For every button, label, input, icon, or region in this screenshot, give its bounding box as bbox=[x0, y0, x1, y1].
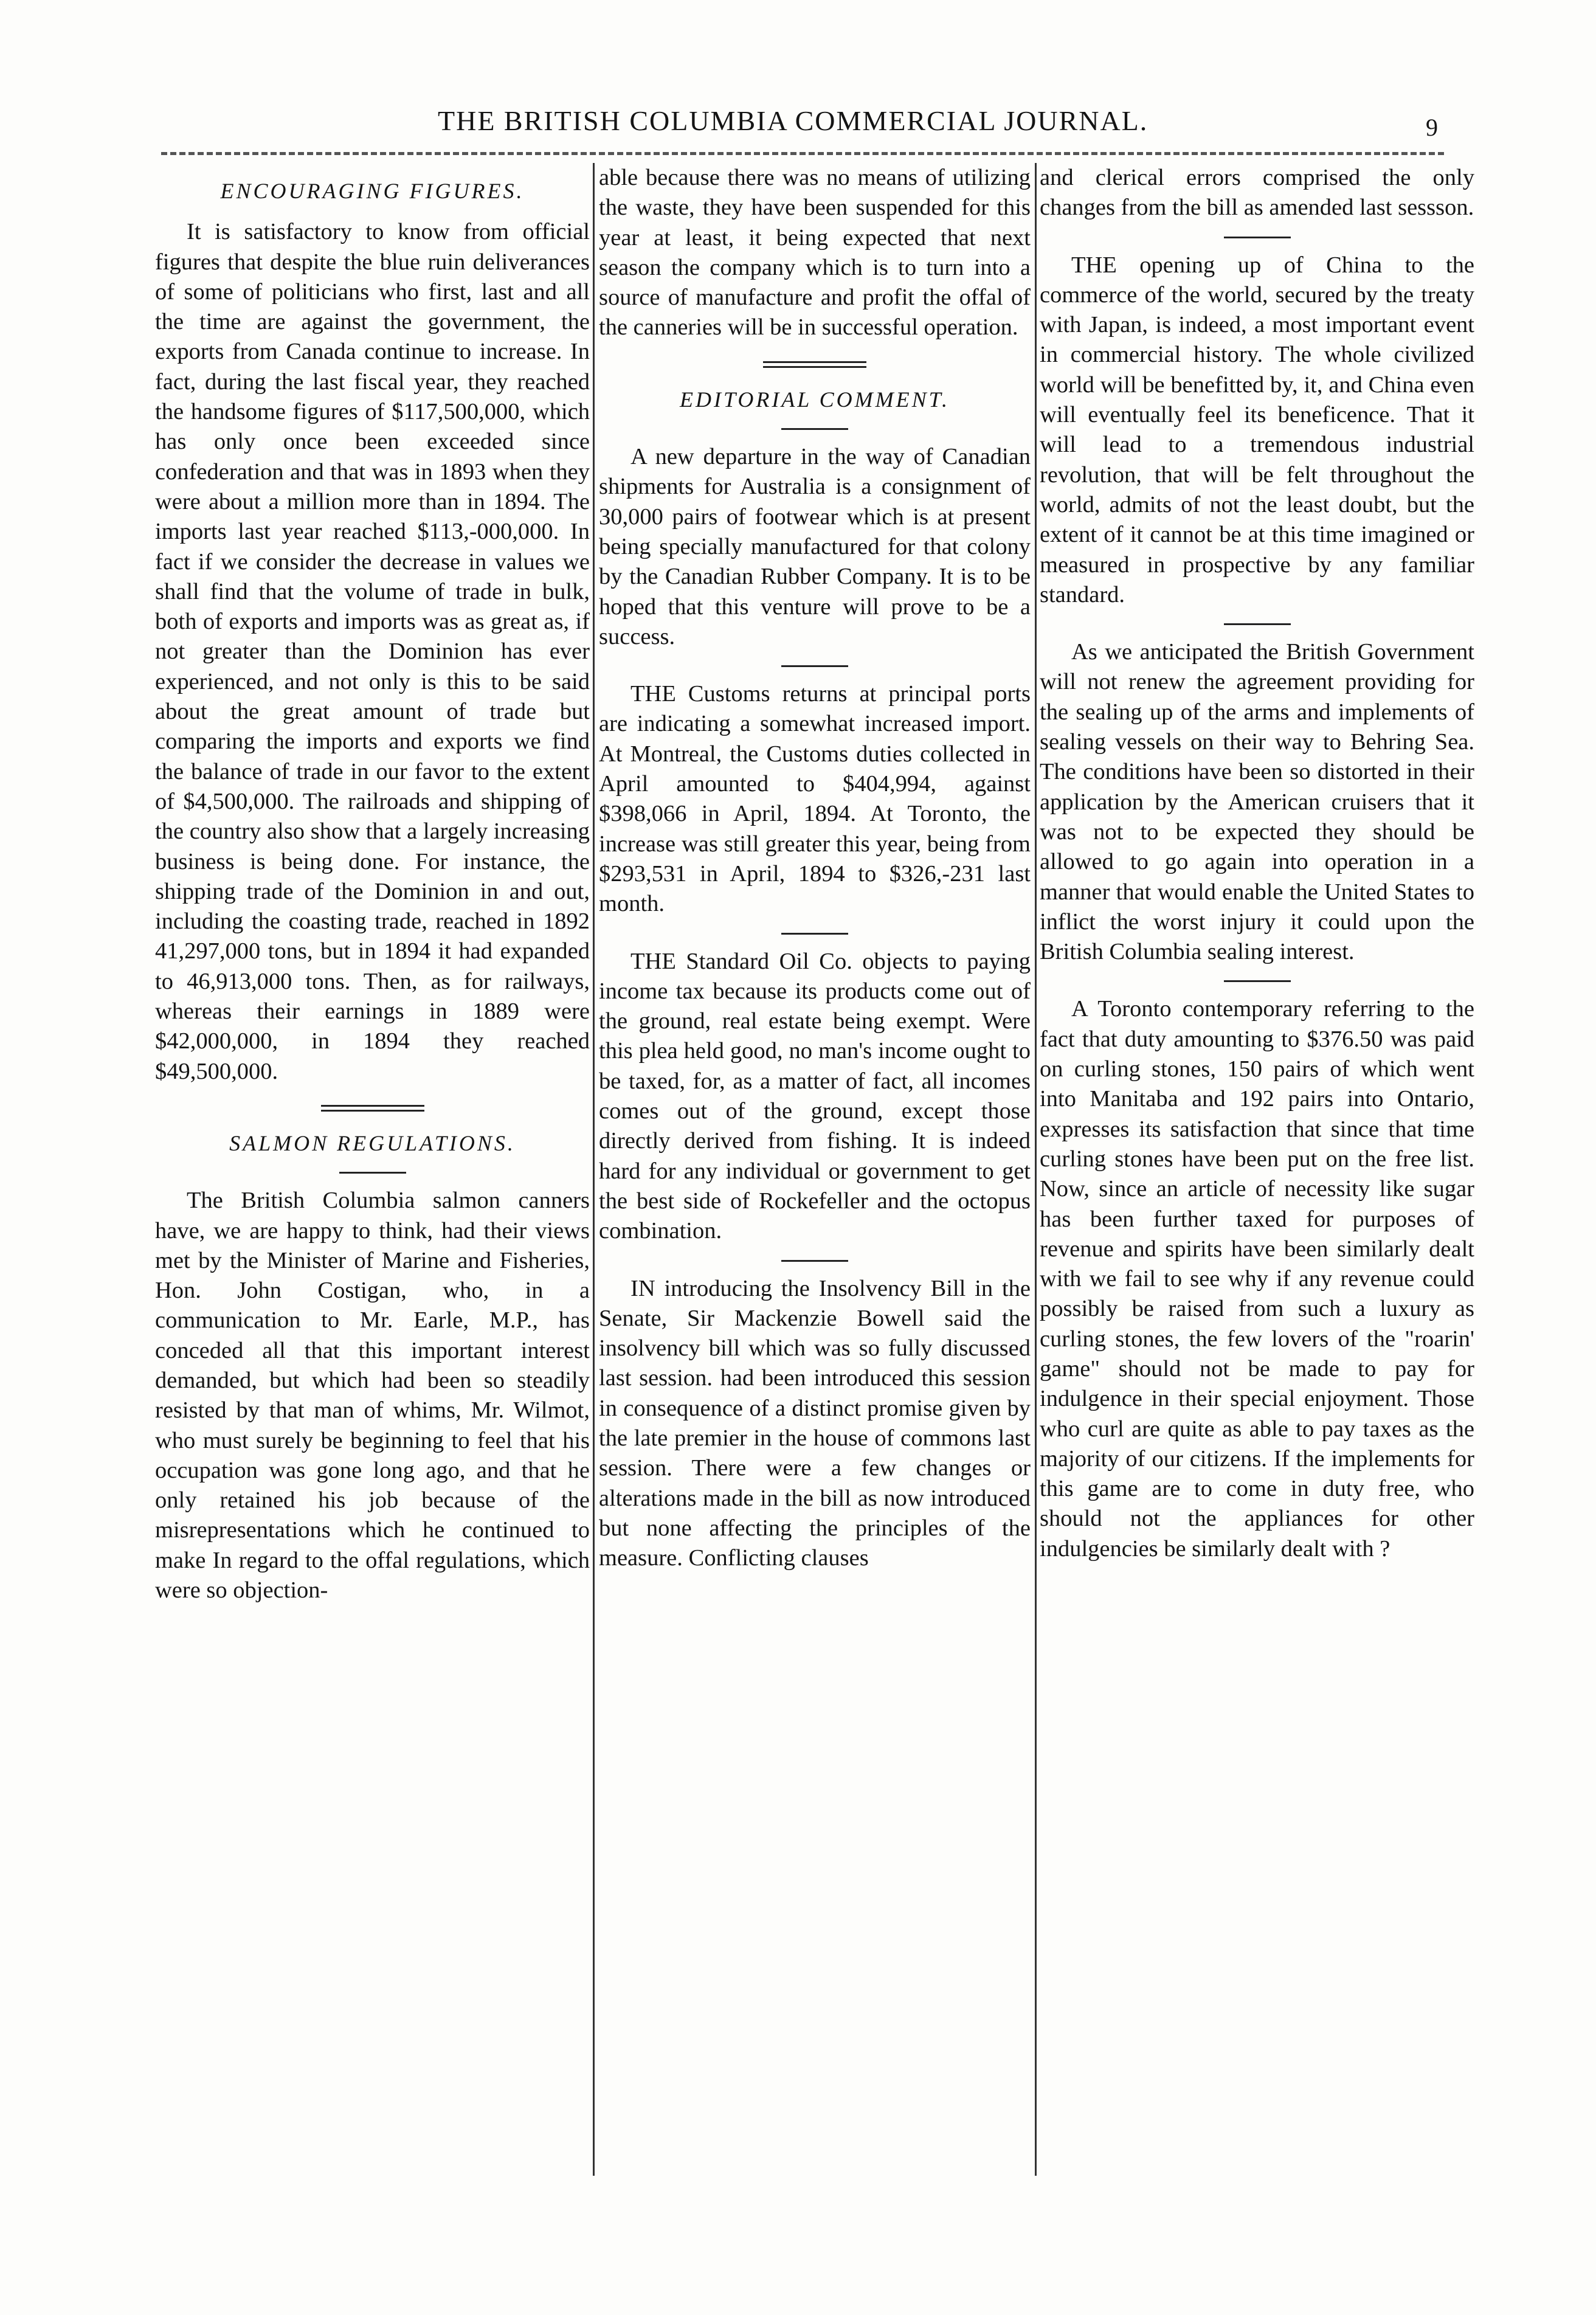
column-2 bbox=[599, 163, 1031, 1573]
section-heading: ENCOURAGING FIGURES. bbox=[220, 179, 525, 203]
article-paragraph: THE opening up of China to the commerce of the world, secured by the treaty with Japan, is indeed, a most important event in commercial history. The whole civilized world will be benefitted by, it, and China even will eventually feel its beneficence. That it will lead to a tremendous industrial revolution, that will be felt throughout the world, admits of not the least doubt, but the extent of it cannot be at this time imagined or measured in prospective by any familiar standard. bbox=[1040, 252, 1474, 607]
item-divider bbox=[781, 665, 848, 667]
article-paragraph: THE Customs returns at principal ports are indicating a somewhat increased import. At Montreal, the Customs duties collected in April amounted to $404,994, against $398,066 in April, 1894. At Toronto, the increase was still greater this year, being from $293,531 in April, 1894 to $326,-231 last month. bbox=[599, 681, 1031, 917]
page-number: 9 bbox=[1426, 114, 1438, 141]
section-divider bbox=[763, 361, 866, 368]
item-divider bbox=[781, 933, 848, 935]
column-divider bbox=[1035, 163, 1037, 2176]
section-divider bbox=[321, 1105, 424, 1112]
item-divider bbox=[1224, 623, 1291, 625]
article-paragraph: A Toronto contemporary referring to the fact that duty amounting to $376.50 was paid on curling stones, 150 pairs of which went into Manitaba and 192 pairs into Ontario, expresses its satisfaction that since that time curling stones have been put on the free list. Now, since an article of necessity like sugar has been further taxed for purposes of revenue and spirits have been similarly dealt with we fail to see why if any revenue could possibly be raised from such a luxury as curling stones, the few lovers of the "roarin' game" should not be made to pay for indulgence in their special enjoyment. Those who curl are quite as able to pay taxes as the majority of our citizens. If the implements for this game are to come in duty free, who should not the appliances for other indulgencies be similarly dealt with ? bbox=[1040, 996, 1474, 1562]
article-paragraph: able because there was no means of utilizing the waste, they have been suspended for this year at least, it being expected that next season the company which is to turn into a source of manufacture and profit the offal of the canneries will be in successful operation. bbox=[599, 165, 1031, 341]
article-paragraph: and clerical errors comprised the only changes from the bill as amended last sessson. bbox=[1040, 165, 1474, 221]
item-divider bbox=[1224, 980, 1291, 982]
heading-rule bbox=[339, 1172, 406, 1174]
heading-rule bbox=[781, 428, 848, 430]
header-rule bbox=[161, 152, 1444, 155]
column-divider bbox=[593, 163, 595, 2176]
article-paragraph: As we anticipated the British Government will not renew the agreement providing for the sealing up of the arms and implements of sealing vessels on their way to Behring Sea. The conditions have been so distorted in their application by the American cruisers that it was not to be expected they should be allowed to go again into operation in a manner that would enable the United States to inflict the worst injury it could upon the British Columbia sealing interest. bbox=[1040, 639, 1474, 965]
article-paragraph: A new departure in the way of Canadian shipments for Australia is a consignment of 30,000 pairs of footwear which is at present being specially manufactured for that colony by the Canadian Rubber Company. It is to be hoped that this venture will prove to be a success. bbox=[599, 444, 1031, 649]
column-1 bbox=[155, 163, 590, 1605]
page-header-title: THE BRITISH COLUMBIA COMMERCIAL JOURNAL. bbox=[438, 105, 1149, 136]
section-heading: SALMON REGULATIONS. bbox=[229, 1130, 516, 1155]
article-paragraph: IN introducing the Insolvency Bill in the Senate, Sir Mackenzie Bowell said the insolvency bill which was so fully discussed last session. had been introduced this session in consequence of a distinct promise given by the late premier in the house of commons last session. There were a few changes or alterations made in the bill as now introduced but none affecting the principles of the measure. Conflicting clauses bbox=[599, 1275, 1031, 1571]
article-paragraph: The British Columbia salmon canners have, we are happy to think, had their views met by the Minister of Marine and Fisheries, Hon. John Costigan, who, in a communication to Mr. Earle, M.P., has conceded all that this important interest demanded, but which had been so steadily resisted by that man of whims, Mr. Wilmot, who must surely be beginning to feel that his occupation was gone long ago, and that he only retained his job because of the misrepresentations which he continued to make In regard to the offal regulations, which were so objection- bbox=[155, 1188, 590, 1604]
article-paragraph: THE Standard Oil Co. objects to paying income tax because its products come out of the ground, real estate being exempt. Were this plea held good, no man's income ought to be taxed, for, as a matter of fact, all incomes comes out of the ground, except those directly derived from fishing. It is indeed hard for any individual or government to get the best side of Rockefeller and the octopus combination. bbox=[599, 948, 1031, 1244]
item-divider bbox=[1224, 237, 1291, 238]
article-paragraph: It is satisfactory to know from official figures that despite the blue ruin deliverances of some of politicians who first, last and all the time are against the government, the exports from Canada continue to increase. In fact, during the last fiscal year, they reached the handsome figures of $117,500,000, which has only once been exceeded since confederation and that was in 1893 when they were about a million more than in 1894. The imports last year reached $113,-000,000. In fact if we consider the decrease in values we shall find that the volume of trade in bulk, both of exports and imports was as great as, if not greater than the Dominion has ever experienced, and not only is this to be said about the great amount of trade but comparing the imports and exports we find the balance of trade in our favor to the extent of $4,500,000. The railroads and shipping of the country also show that a largely increasing business is being done. For instance, the shipping trade of the Dominion in and out, including the coasting trade, reached in 1892 41,297,000 tons, but in 1894 it had expanded to 46,913,000 tons. Then, as for railways, whereas their earnings in 1889 were $42,000,000, in 1894 they reached $49,500,000. bbox=[155, 219, 590, 1084]
item-divider bbox=[781, 1260, 848, 1262]
column-3 bbox=[1040, 163, 1474, 1564]
section-heading: EDITORIAL COMMENT. bbox=[679, 387, 950, 412]
